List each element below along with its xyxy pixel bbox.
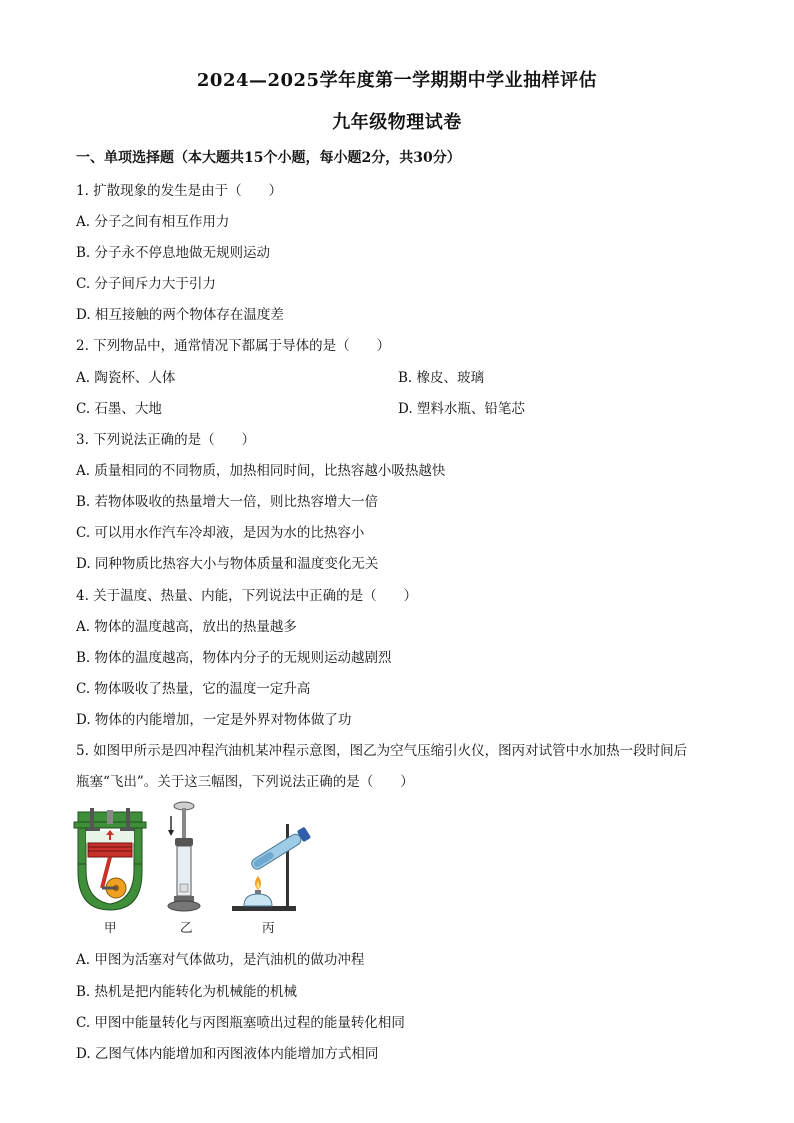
question-4-stem: 4. 关于温度、热量、内能，下列说法中正确的是（ ） xyxy=(76,588,418,604)
test-tube-heating-diagram xyxy=(228,816,326,914)
q3-option-d: D. 同种物质比热容大小与物体质量和温度变化无关 xyxy=(76,556,379,572)
figure-label-bing: 丙 xyxy=(262,920,275,935)
figure-label-jia: 甲 xyxy=(104,920,117,935)
q4-option-c: C. 物体吸收了热量，它的温度一定升高 xyxy=(76,681,311,697)
q1-option-b: B. 分子永不停息地做无规则运动 xyxy=(76,245,271,261)
question-3-stem: 3. 下列说法正确的是（ ） xyxy=(76,432,256,448)
question-5-stem-line2: 瓶塞“飞出”。关于这三幅图，下列说法正确的是（ ） xyxy=(76,774,414,790)
q3-option-c: C. 可以用水作汽车冷却液，是因为水的比热容小 xyxy=(76,525,365,541)
q1-option-a: A. 分子之间有相互作用力 xyxy=(76,214,230,230)
exam-title: 2024—2025学年度第一学期期中学业抽样评估 xyxy=(196,70,598,91)
question-5-stem-line1: 5. 如图甲所示是四冲程汽油机某冲程示意图，图乙为空气压缩引火仪，图丙对试管中水加热一段时间后 xyxy=(76,743,688,759)
q5-option-b: B. 热机是把内能转化为机械能的机械 xyxy=(76,984,298,1000)
q4-option-a: A. 物体的温度越高，放出的热量越多 xyxy=(76,619,297,635)
q5-option-a: A. 甲图为活塞对气体做功，是汽油机的做功冲程 xyxy=(76,952,365,968)
q2-option-b: B. 橡皮、玻璃 xyxy=(398,370,485,386)
engine-diagram xyxy=(72,808,148,912)
q3-option-a: A. 质量相同的不同物质，加热相同时间，比热容越小吸热越快 xyxy=(76,463,446,479)
compression-igniter-diagram xyxy=(164,800,204,914)
q1-option-d: D. 相互接触的两个物体存在温度差 xyxy=(76,307,284,323)
q3-option-b: B. 若物体吸收的热量增大一倍，则比热容增大一倍 xyxy=(76,494,379,510)
figure-label-yi: 乙 xyxy=(180,920,193,935)
q5-option-d: D. 乙图气体内能增加和丙图液体内能增加方式相同 xyxy=(76,1046,379,1062)
exam-subtitle: 九年级物理试卷 xyxy=(332,112,462,133)
q4-option-d: D. 物体的内能增加，一定是外界对物体做了功 xyxy=(76,712,352,728)
question-1-stem: 1. 扩散现象的发生是由于（ ） xyxy=(76,183,283,199)
question-2-stem: 2. 下列物品中，通常情况下都属于导体的是（ ） xyxy=(76,338,391,354)
q2-option-a: A. 陶瓷杯、人体 xyxy=(76,370,176,386)
q2-option-d: D. 塑料水瓶、铅笔芯 xyxy=(398,401,525,417)
q5-option-c: C. 甲图中能量转化与丙图瓶塞喷出过程的能量转化相同 xyxy=(76,1015,405,1031)
q1-option-c: C. 分子间斥力大于引力 xyxy=(76,276,216,292)
q2-option-c: C. 石墨、大地 xyxy=(76,401,162,417)
section-heading: 一、单项选择题（本大题共15个小题，每小题2分，共30分） xyxy=(76,150,461,166)
q4-option-b: B. 物体的温度越高，物体内分子的无规则运动越剧烈 xyxy=(76,650,392,666)
